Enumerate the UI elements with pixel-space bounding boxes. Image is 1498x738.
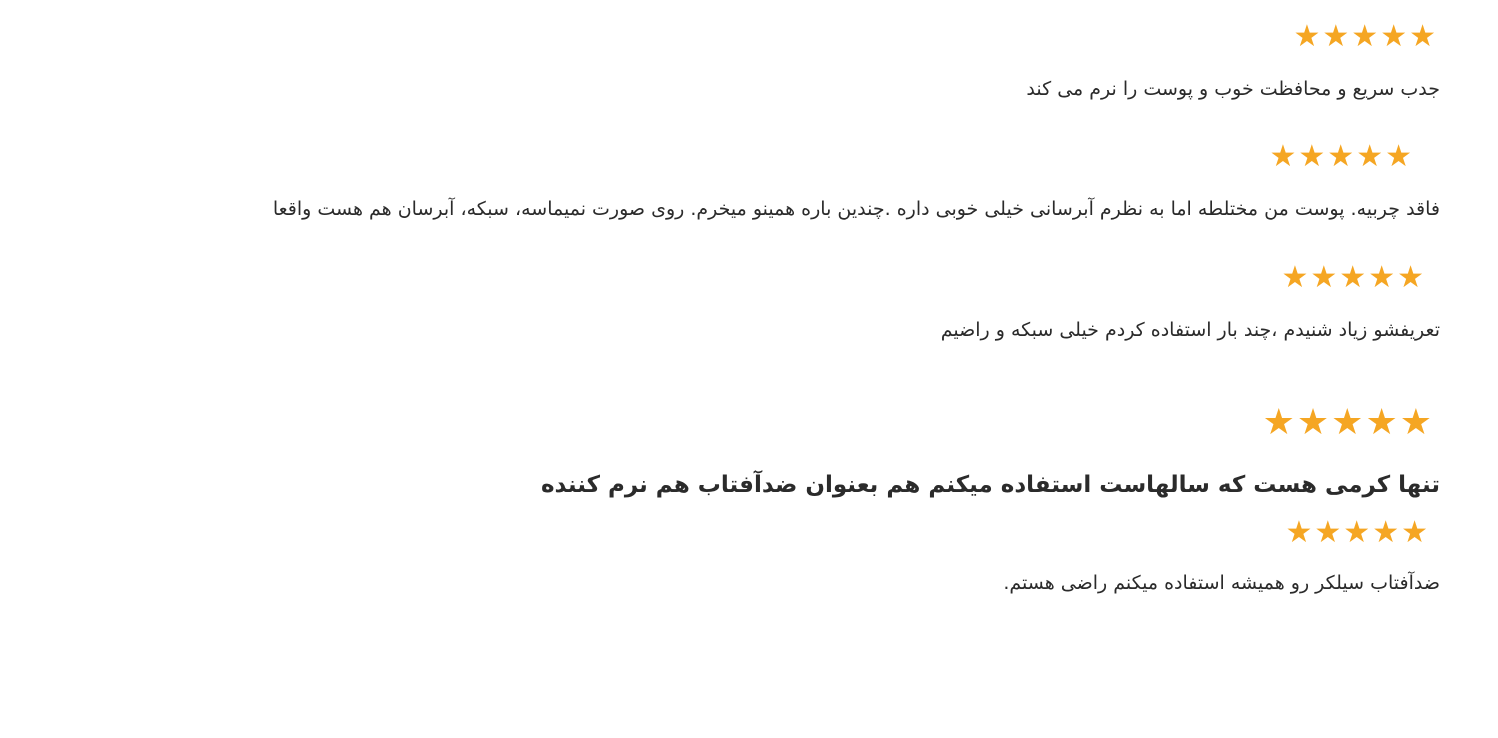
- review-text: تنها کرمی هست که سالهاست استفاده میکنم هم بعنوان ضدآفتاب هم نرم کننده: [540, 472, 1440, 499]
- review-item: [0, 104, 1498, 224]
- review-text: فاقد چربیه. پوست من مختلطه اما به نظرم آبرسانی خیلی خوبی داره .چندین باره همینو میخرم. روی صورت نمیماسه، سبکه، آبرسان هم هست واقعا: [272, 198, 1440, 221]
- review-text: تعریفشو زیاد شنیدم ،چند بار استفاده کردم خیلی سبکه و راضیم: [940, 318, 1440, 341]
- rating-stars: ★★★★★: [1281, 259, 1426, 295]
- rating-stars: ★★★★★: [1293, 19, 1438, 54]
- review-item: [0, 0, 1498, 104]
- review-text: ضدآفتاب سیلکر رو همیشه استفاده میکنم راضی هستم.: [1003, 571, 1440, 594]
- rating-stars: ★★★★★: [1262, 402, 1434, 444]
- rating-stars: ★★★★★: [1285, 514, 1430, 550]
- review-text: جدب سریع و محافظت خوب و پوست را نرم می کند: [1026, 78, 1440, 100]
- review-item: [0, 225, 1498, 345]
- review-item: [0, 345, 1498, 504]
- rating-stars: ★★★★★: [1269, 139, 1414, 175]
- review-item: [0, 504, 1498, 598]
